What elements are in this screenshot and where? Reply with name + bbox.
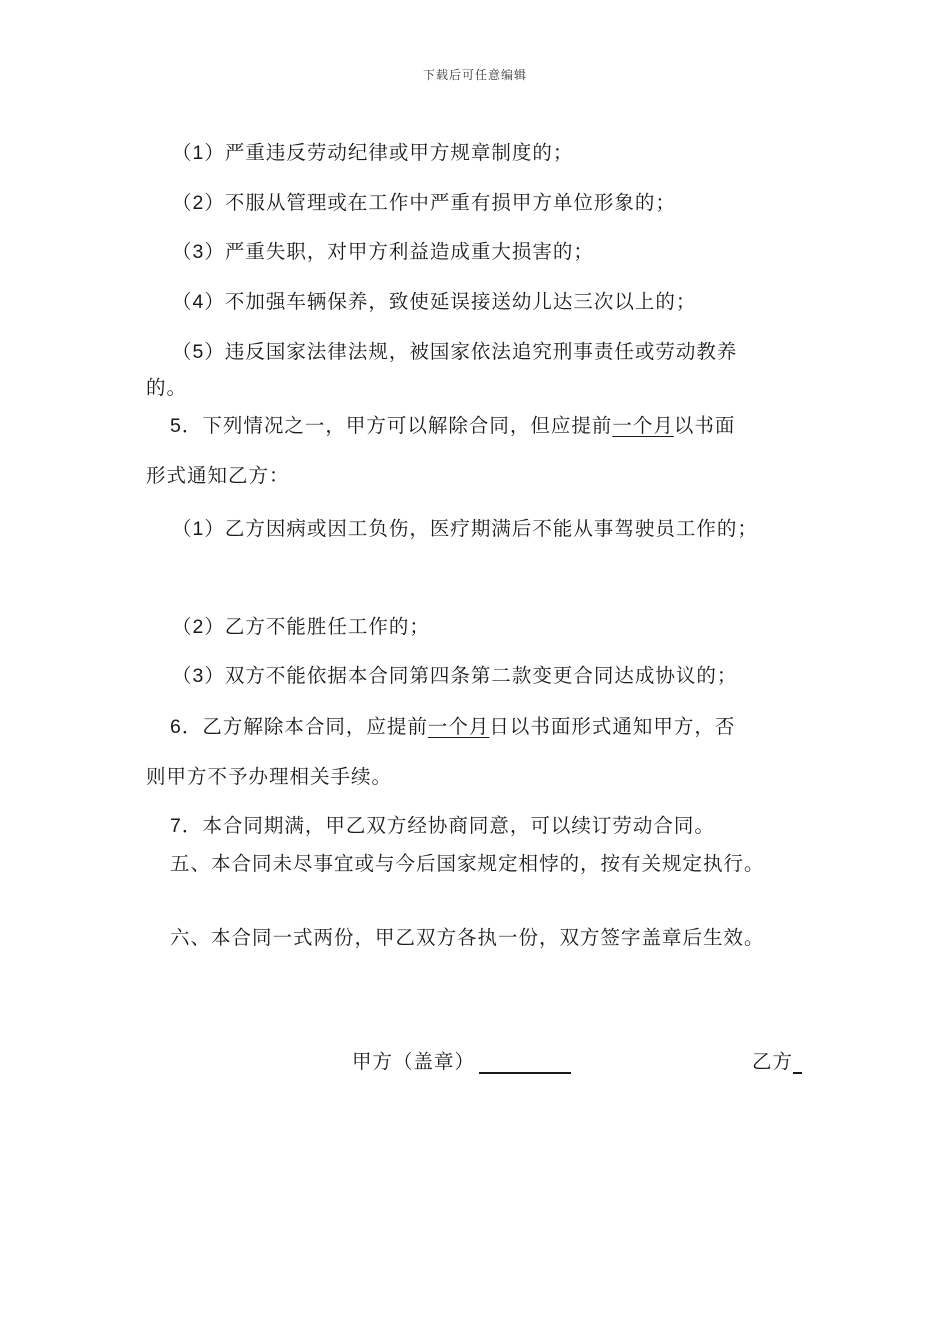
item-number: （2）: [172, 192, 225, 214]
party-b-label: 乙方: [752, 1050, 794, 1073]
clause-item-5-continued: 的。: [146, 376, 188, 399]
item-number: （2）: [172, 616, 225, 638]
clause-item-4: [172, 286, 696, 314]
clause-item-5: [172, 336, 737, 364]
item-number: （3）: [172, 665, 225, 687]
section-text-end: 以书面: [673, 414, 736, 437]
party-b-signature: [752, 1046, 802, 1074]
article-six: 六、本合同一式两份，甲乙双方各执一份，双方签字盖章后生效。: [170, 926, 765, 949]
item-number: （3）: [172, 241, 225, 263]
clause-item-1: [172, 137, 573, 165]
item-text: 双方不能依据本合同第四条第二款变更合同达成协议的；: [224, 664, 738, 687]
section-5-line-2: 形式通知乙方：: [146, 464, 290, 487]
item-text: 严重失职，对甲方利益造成重大损害的；: [224, 240, 594, 263]
party-a-signature: [352, 1046, 571, 1074]
item-number: （5）: [172, 341, 225, 363]
section-text: 乙方解除本合同，应提前: [202, 715, 428, 738]
item-text: 违反国家法律法规，被国家依法追究刑事责任或劳动教养: [224, 340, 738, 363]
item-text: 乙方因病或因工负伤，医疗期满后不能从事驾驶员工作的；: [224, 517, 758, 540]
item-number: （1）: [172, 142, 225, 164]
notice-period: 一个月: [427, 715, 490, 738]
section-number: 7．: [170, 815, 203, 837]
party-a-label: 甲方（盖章）: [352, 1050, 476, 1073]
section-text: 下列情况之一，甲方可以解除合同，但应提前: [202, 414, 613, 437]
item-number: （1）: [172, 518, 225, 540]
section-5-line-1: [170, 410, 735, 438]
item-text: 不加强车辆保养，致使延误接送幼儿达三次以上的；: [224, 290, 697, 313]
termination-item-3: [172, 660, 737, 688]
item-text: 严重违反劳动纪律或甲方规章制度的；: [224, 141, 574, 164]
clause-item-3: [172, 236, 594, 264]
termination-item-2: [172, 611, 430, 639]
section-number: 5．: [170, 415, 203, 437]
party-b-signature-line: [793, 1052, 802, 1074]
section-text: 本合同期满，甲乙双方经协商同意，可以续订劳动合同。: [202, 814, 715, 837]
clause-item-2: [172, 187, 676, 215]
section-number: 6．: [170, 716, 203, 738]
section-6-line-2: 则甲方不予办理相关手续。: [146, 765, 393, 788]
page-header: 下载后可任意编辑: [422, 68, 527, 82]
notice-period: 一个月: [612, 414, 674, 437]
article-five: 五、本合同未尽事宜或与今后国家规定相悖的，按有关规定执行。: [170, 852, 765, 875]
item-text: 乙方不能胜任工作的；: [224, 615, 430, 638]
section-text-end: 日以书面形式通知甲方，否: [489, 715, 736, 738]
section-6-line-1: [170, 711, 735, 739]
section-7: [170, 810, 715, 838]
item-text: 不服从管理或在工作中严重有损甲方单位形象的；: [224, 191, 676, 214]
item-number: （4）: [172, 291, 225, 313]
termination-item-1: [172, 513, 758, 541]
party-a-signature-line: [479, 1052, 571, 1074]
